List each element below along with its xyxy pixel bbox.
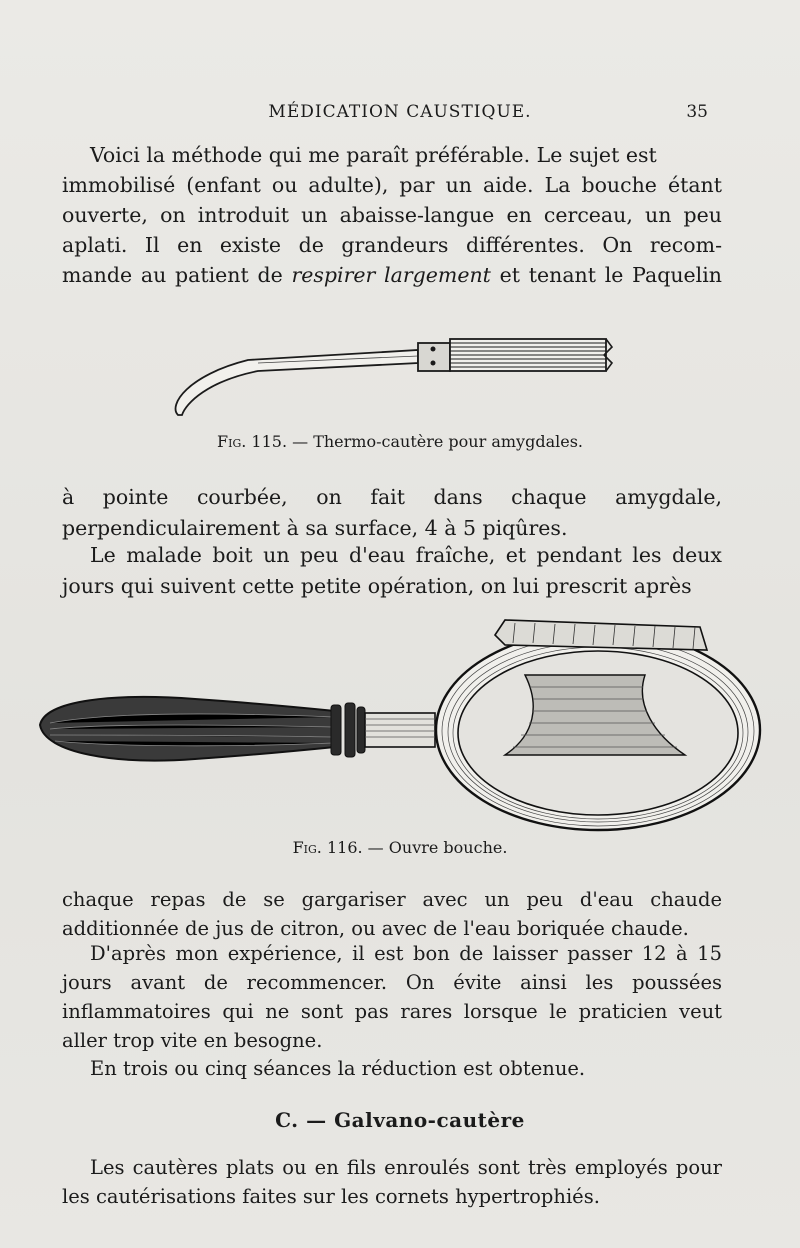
p1-line-5-a: mande au patient de	[62, 263, 292, 287]
paragraph-6: En trois ou cinq séances la réduction est obtenue.	[90, 1057, 586, 1080]
mouth-opener-illustration	[35, 615, 765, 835]
p1-line-5	[62, 260, 722, 291]
paragraph-4: chaque repas de se gargariser avec un peu d'eau chaude additionnée de jus de citron, ou avec de l'eau boriquée chaude.	[62, 888, 722, 940]
p1-line-2: immobilisé (enfant ou adulte), par un aide. La bouche étant	[62, 173, 722, 197]
page-header	[0, 100, 800, 130]
paragraph-3: Le malade boit un peu d'eau fraîche, et pendant les deux jours qui suivent cette petite opération, on lui prescrit après	[62, 543, 722, 598]
figure-116-label: Fig. 116.	[292, 838, 363, 857]
paragraph-5: D'après mon expérience, il est bon de laisser passer 12 à 15 jours avant de recommencer. On évite ainsi les poussées inflammatoires qui ne sont pas rares lorsque le praticien veut aller trop vite en besogne.	[62, 942, 722, 1052]
p1-line-1	[62, 140, 722, 171]
paragraph-7: Les cautères plats ou en fils enroulés sont très employés pour les cautérisations faites sur les cornets hypertrophiés.	[62, 1156, 722, 1208]
running-head: MÉDICATION CAUSTIQUE.	[268, 102, 532, 122]
figure-115-caption	[0, 432, 800, 451]
thermo-cautery-illustration	[168, 325, 628, 425]
p1-line-1-text: Voici la méthode qui me paraît préférable. Le sujet est	[90, 143, 657, 167]
figure-116-text: — Ouvre bouche.	[362, 838, 508, 857]
p1-line-4: aplati. Il en existe de grandeurs différentes. On recom-	[62, 233, 722, 257]
section-title: C. — Galvano-cautère	[275, 1108, 525, 1132]
p1-line-3: ouverte, on introduit un abaisse-langue en cerceau, un peu	[62, 203, 722, 227]
paragraph-2: à pointe courbée, on fait dans chaque amygdale, perpendiculairement à sa surface, 4 à 5 piqûres.	[62, 485, 722, 540]
p1-emphasis: respirer largement	[291, 263, 491, 287]
figure-115-text: — Thermo-cautère pour amygdales.	[287, 432, 583, 451]
p1-line-5-b: et tenant le Paquelin	[490, 263, 723, 287]
figure-116-caption	[0, 838, 800, 857]
figure-115-label: Fig. 115.	[217, 432, 288, 451]
page-number: 35	[686, 102, 708, 122]
